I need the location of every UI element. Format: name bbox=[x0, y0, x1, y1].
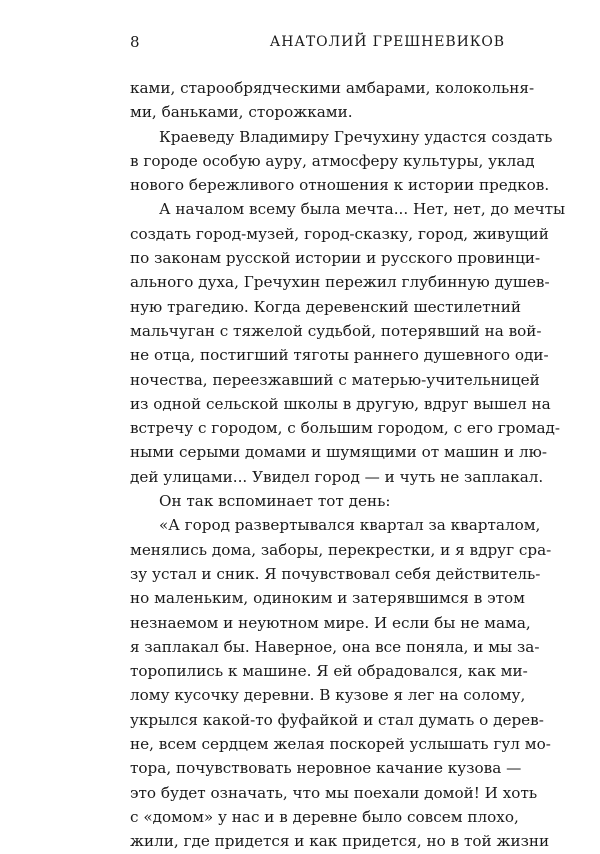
text-line: это будет означать, что мы поехали домой! И хоть bbox=[130, 783, 538, 802]
text-line: мальчуган с тяжелой судьбой, потерявший на вой- bbox=[130, 321, 542, 340]
body-text bbox=[130, 76, 566, 854]
text-line: жили, где придется и как придется, но в той жизни bbox=[130, 832, 550, 851]
text-line: не отца, постигший тяготы раннего душевного оди- bbox=[130, 346, 549, 365]
text-line: незнаемом и неуютном мире. И если бы не мама, bbox=[130, 613, 531, 632]
text-line: торопились к машине. Я ей обрадовался, как ми- bbox=[130, 662, 528, 681]
text-line: ми, баньками, сторожками. bbox=[130, 103, 353, 122]
text-line: «А город развертывался квартал за кварталом, bbox=[159, 516, 541, 535]
text-line: укрылся какой-то фуфайкой и стал думать о дерев- bbox=[130, 710, 544, 729]
paragraph bbox=[130, 489, 505, 513]
page-number: 8 bbox=[130, 33, 140, 51]
running-head-author: АНАТОЛИЙ ГРЕШНЕВИКОВ bbox=[269, 34, 505, 50]
text-line: Он так вспоминает тот день: bbox=[159, 492, 391, 511]
text-line: ночества, переезжавший с матерью-учительницей bbox=[130, 370, 540, 389]
text-line: ными серыми домами и шумящими от машин и лю- bbox=[130, 443, 547, 462]
text-line: Краеведу Владимиру Гречухину удастся создать bbox=[159, 127, 553, 146]
paragraph bbox=[130, 197, 566, 489]
text-line: с «домом» у нас и в деревне было совсем плохо, bbox=[130, 807, 519, 826]
paragraph bbox=[130, 76, 535, 125]
text-line: по законам русской истории и русского провинци- bbox=[130, 249, 541, 268]
text-line: зу устал и сник. Я почувствовал себя действитель- bbox=[130, 564, 541, 583]
text-line: ками, старообрядческими амбарами, колокольня- bbox=[130, 79, 535, 97]
text-line: встречу с городом, с большим городом, с его громад- bbox=[130, 419, 561, 438]
text-line: создать город-музей, город-сказку, город, живущий bbox=[130, 224, 549, 243]
text-line: в городе особую ауру, атмосферу культуры, уклад bbox=[130, 151, 535, 170]
text-line: дей улицами... Увидел город — и чуть не заплакал. bbox=[130, 467, 544, 486]
text-line: тора, почувствовать неровное качание кузова — bbox=[130, 759, 522, 778]
text-line: А началом всему была мечта... Нет, нет, до мечты bbox=[159, 200, 566, 219]
text-line: я заплакал бы. Наверное, она все поняла, и мы за- bbox=[130, 637, 540, 656]
paragraph bbox=[130, 513, 552, 853]
page-header bbox=[130, 30, 505, 54]
text-line: не, всем сердцем желая поскорей услышать гул мо- bbox=[130, 735, 551, 754]
text-line: ную трагедию. Когда деревенский шестилетний bbox=[130, 297, 521, 316]
text-line: но маленьким, одиноким и затерявшимся в этом bbox=[130, 589, 525, 608]
text-line: ального духа, Гречухин пережил глубинную душев- bbox=[130, 273, 550, 292]
text-line: нового бережливого отношения к истории предков. bbox=[130, 176, 550, 195]
text-line: менялись дома, заборы, перекрестки, и я вдруг сра- bbox=[130, 540, 552, 559]
paragraph bbox=[130, 125, 553, 198]
text-line: лому кусочку деревни. В кузове я лег на солому, bbox=[130, 686, 526, 705]
text-line: из одной сельской школы в другую, вдруг вышел на bbox=[130, 394, 551, 413]
